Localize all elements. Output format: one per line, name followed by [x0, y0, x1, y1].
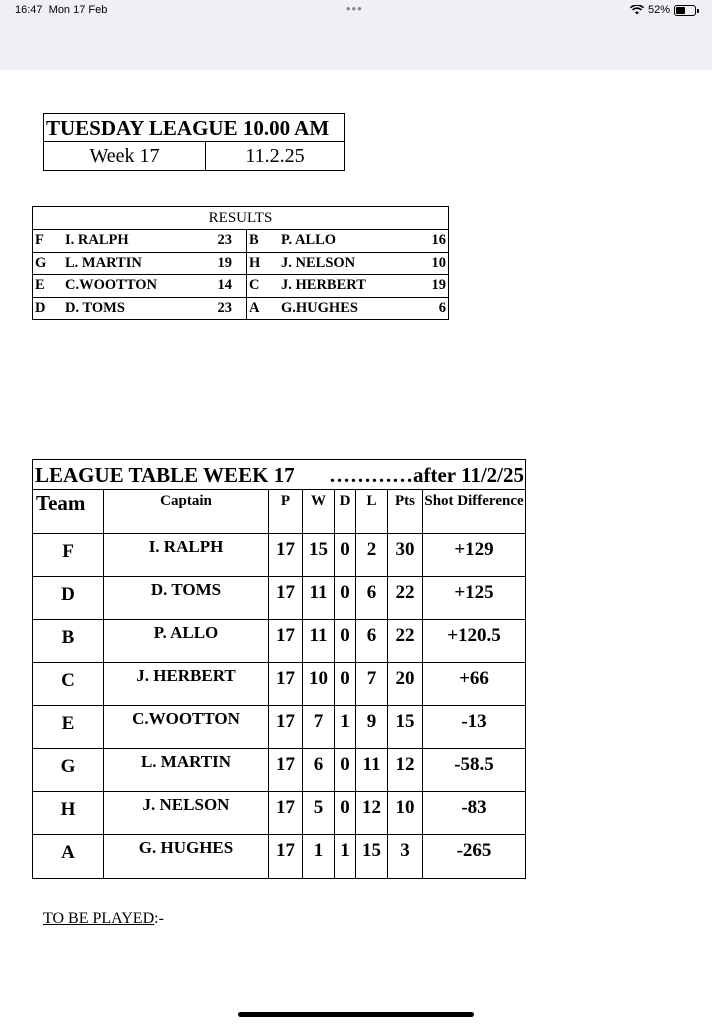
league-title: TUESDAY LEAGUE 10.00 AM — [44, 114, 344, 142]
team-score: 10 — [431, 254, 446, 271]
clock-time: 16:47 — [15, 4, 43, 16]
played: 17 — [269, 577, 303, 619]
lost: 15 — [356, 835, 388, 878]
won: 11 — [303, 577, 335, 619]
team-letter: E — [35, 277, 45, 293]
points: 12 — [388, 749, 423, 791]
points: 30 — [388, 534, 423, 576]
week-row — [44, 142, 344, 170]
captain-name: J. HERBERT — [104, 663, 269, 705]
captain-name: G. HUGHES — [104, 835, 269, 878]
week-label: Week 17 — [44, 142, 206, 170]
league-table-heading: LEAGUE TABLE WEEK 17 — [35, 463, 295, 487]
captain-name: D. TOMS — [104, 577, 269, 619]
points: 3 — [388, 835, 423, 878]
won: 5 — [303, 792, 335, 834]
drawn: 0 — [335, 792, 356, 834]
league-table-title — [33, 460, 525, 490]
result-left-team — [33, 253, 247, 275]
week-date: 11.2.25 — [245, 145, 305, 167]
drawn: 1 — [335, 706, 356, 748]
status-bar — [0, 0, 712, 70]
played: 17 — [269, 663, 303, 705]
shot-difference: +129 — [454, 539, 494, 560]
team-letter: B — [33, 620, 104, 662]
shot-difference: +125 — [454, 582, 494, 603]
multitasking-dots[interactable]: ••• — [346, 1, 363, 16]
to-be-played-note — [43, 910, 164, 928]
status-time — [15, 4, 107, 16]
won: 15 — [303, 534, 335, 576]
header-won: W — [303, 490, 335, 533]
table-row — [33, 835, 525, 878]
lost: 11 — [356, 749, 388, 791]
team-score: 16 — [431, 232, 446, 248]
played: 17 — [269, 835, 303, 878]
wifi-icon — [630, 5, 644, 15]
played: 17 — [269, 749, 303, 791]
drawn: 0 — [335, 749, 356, 791]
battery-percent: 52% — [647, 4, 670, 16]
team-letter: H — [249, 254, 261, 271]
lost: 7 — [356, 663, 388, 705]
team-score: 14 — [217, 277, 232, 293]
lost: 6 — [356, 577, 388, 619]
shot-difference: -13 — [461, 711, 487, 732]
team-letter: H — [33, 792, 104, 834]
league-table-after-date: …………after 11/2/25 — [328, 463, 524, 487]
captain-name: C.WOOTTON — [104, 706, 269, 748]
header-drawn: D — [335, 490, 356, 533]
team-letter: B — [249, 232, 259, 248]
points: 15 — [388, 706, 423, 748]
team-score: 19 — [217, 254, 232, 271]
team-captain: G.HUGHES — [281, 299, 358, 316]
points: 22 — [388, 620, 423, 662]
played: 17 — [269, 706, 303, 748]
results-row — [33, 252, 448, 275]
table-row — [33, 792, 525, 835]
team-score: 19 — [431, 277, 446, 293]
status-indicators — [630, 4, 696, 16]
header-points: Pts — [388, 490, 423, 533]
drawn: 0 — [335, 534, 356, 576]
team-letter: D — [35, 299, 46, 316]
lost: 6 — [356, 620, 388, 662]
result-left-team — [33, 230, 247, 252]
team-letter: F — [35, 232, 44, 248]
shot-difference: -83 — [461, 797, 487, 818]
won: 10 — [303, 663, 335, 705]
team-score: 6 — [438, 299, 446, 316]
result-right-team — [247, 275, 448, 297]
points: 20 — [388, 663, 423, 705]
to-be-played-suffix: :- — [154, 910, 164, 927]
team-letter: C — [249, 277, 260, 293]
team-letter: D — [33, 577, 104, 619]
table-row — [33, 620, 525, 663]
team-captain: J. NELSON — [281, 254, 356, 271]
to-be-played-label: TO BE PLAYED — [43, 910, 155, 927]
battery-icon — [674, 5, 696, 16]
home-indicator[interactable] — [238, 1012, 474, 1017]
shot-difference: +66 — [459, 668, 489, 689]
team-letter: A — [33, 835, 104, 878]
team-letter: F — [33, 534, 104, 576]
result-right-team — [247, 298, 448, 320]
won: 1 — [303, 835, 335, 878]
shot-difference: -58.5 — [454, 754, 494, 775]
clock-date: Mon 17 Feb — [48, 4, 108, 16]
drawn: 0 — [335, 620, 356, 662]
drawn: 0 — [335, 577, 356, 619]
lost: 9 — [356, 706, 388, 748]
team-letter: G — [35, 254, 47, 271]
table-row — [33, 577, 525, 620]
results-row — [33, 297, 448, 320]
shot-difference: +120.5 — [447, 625, 501, 646]
team-score: 23 — [217, 232, 232, 248]
result-right-team — [247, 230, 448, 252]
table-row — [33, 749, 525, 792]
team-captain: C.WOOTTON — [65, 277, 157, 293]
league-table-header-row — [33, 490, 525, 534]
captain-name: I. RALPH — [104, 534, 269, 576]
drawn: 1 — [335, 835, 356, 878]
team-letter: C — [33, 663, 104, 705]
header-captain: Captain — [104, 490, 269, 533]
played: 17 — [269, 792, 303, 834]
table-row — [33, 706, 525, 749]
captain-name: P. ALLO — [104, 620, 269, 662]
header-lost: L — [356, 490, 388, 533]
results-row — [33, 274, 448, 297]
result-left-team — [33, 298, 247, 320]
lost: 2 — [356, 534, 388, 576]
team-score: 23 — [217, 299, 232, 316]
header-shot-difference: Shot Difference — [424, 493, 524, 509]
table-row — [33, 534, 525, 577]
league-table — [32, 459, 526, 879]
drawn: 0 — [335, 663, 356, 705]
result-right-team — [247, 253, 448, 275]
captain-name: L. MARTIN — [104, 749, 269, 791]
results-table — [32, 206, 449, 320]
header-team: Team — [33, 490, 104, 533]
played: 17 — [269, 620, 303, 662]
captain-name: J. NELSON — [104, 792, 269, 834]
points: 10 — [388, 792, 423, 834]
lost: 12 — [356, 792, 388, 834]
team-letter: E — [33, 706, 104, 748]
team-captain: I. RALPH — [65, 232, 129, 248]
league-header-table — [43, 113, 345, 171]
won: 11 — [303, 620, 335, 662]
won: 7 — [303, 706, 335, 748]
team-letter: G — [33, 749, 104, 791]
team-captain: J. HERBERT — [281, 277, 366, 293]
results-row — [33, 229, 448, 252]
won: 6 — [303, 749, 335, 791]
team-letter: A — [249, 299, 260, 316]
team-captain: L. MARTIN — [65, 254, 142, 271]
team-captain: D. TOMS — [65, 299, 125, 316]
played: 17 — [269, 534, 303, 576]
shot-difference: -265 — [456, 840, 492, 861]
header-played: P — [269, 490, 303, 533]
points: 22 — [388, 577, 423, 619]
results-title: RESULTS — [208, 210, 273, 226]
table-row — [33, 663, 525, 706]
team-captain: P. ALLO — [281, 232, 337, 248]
result-left-team — [33, 275, 247, 297]
